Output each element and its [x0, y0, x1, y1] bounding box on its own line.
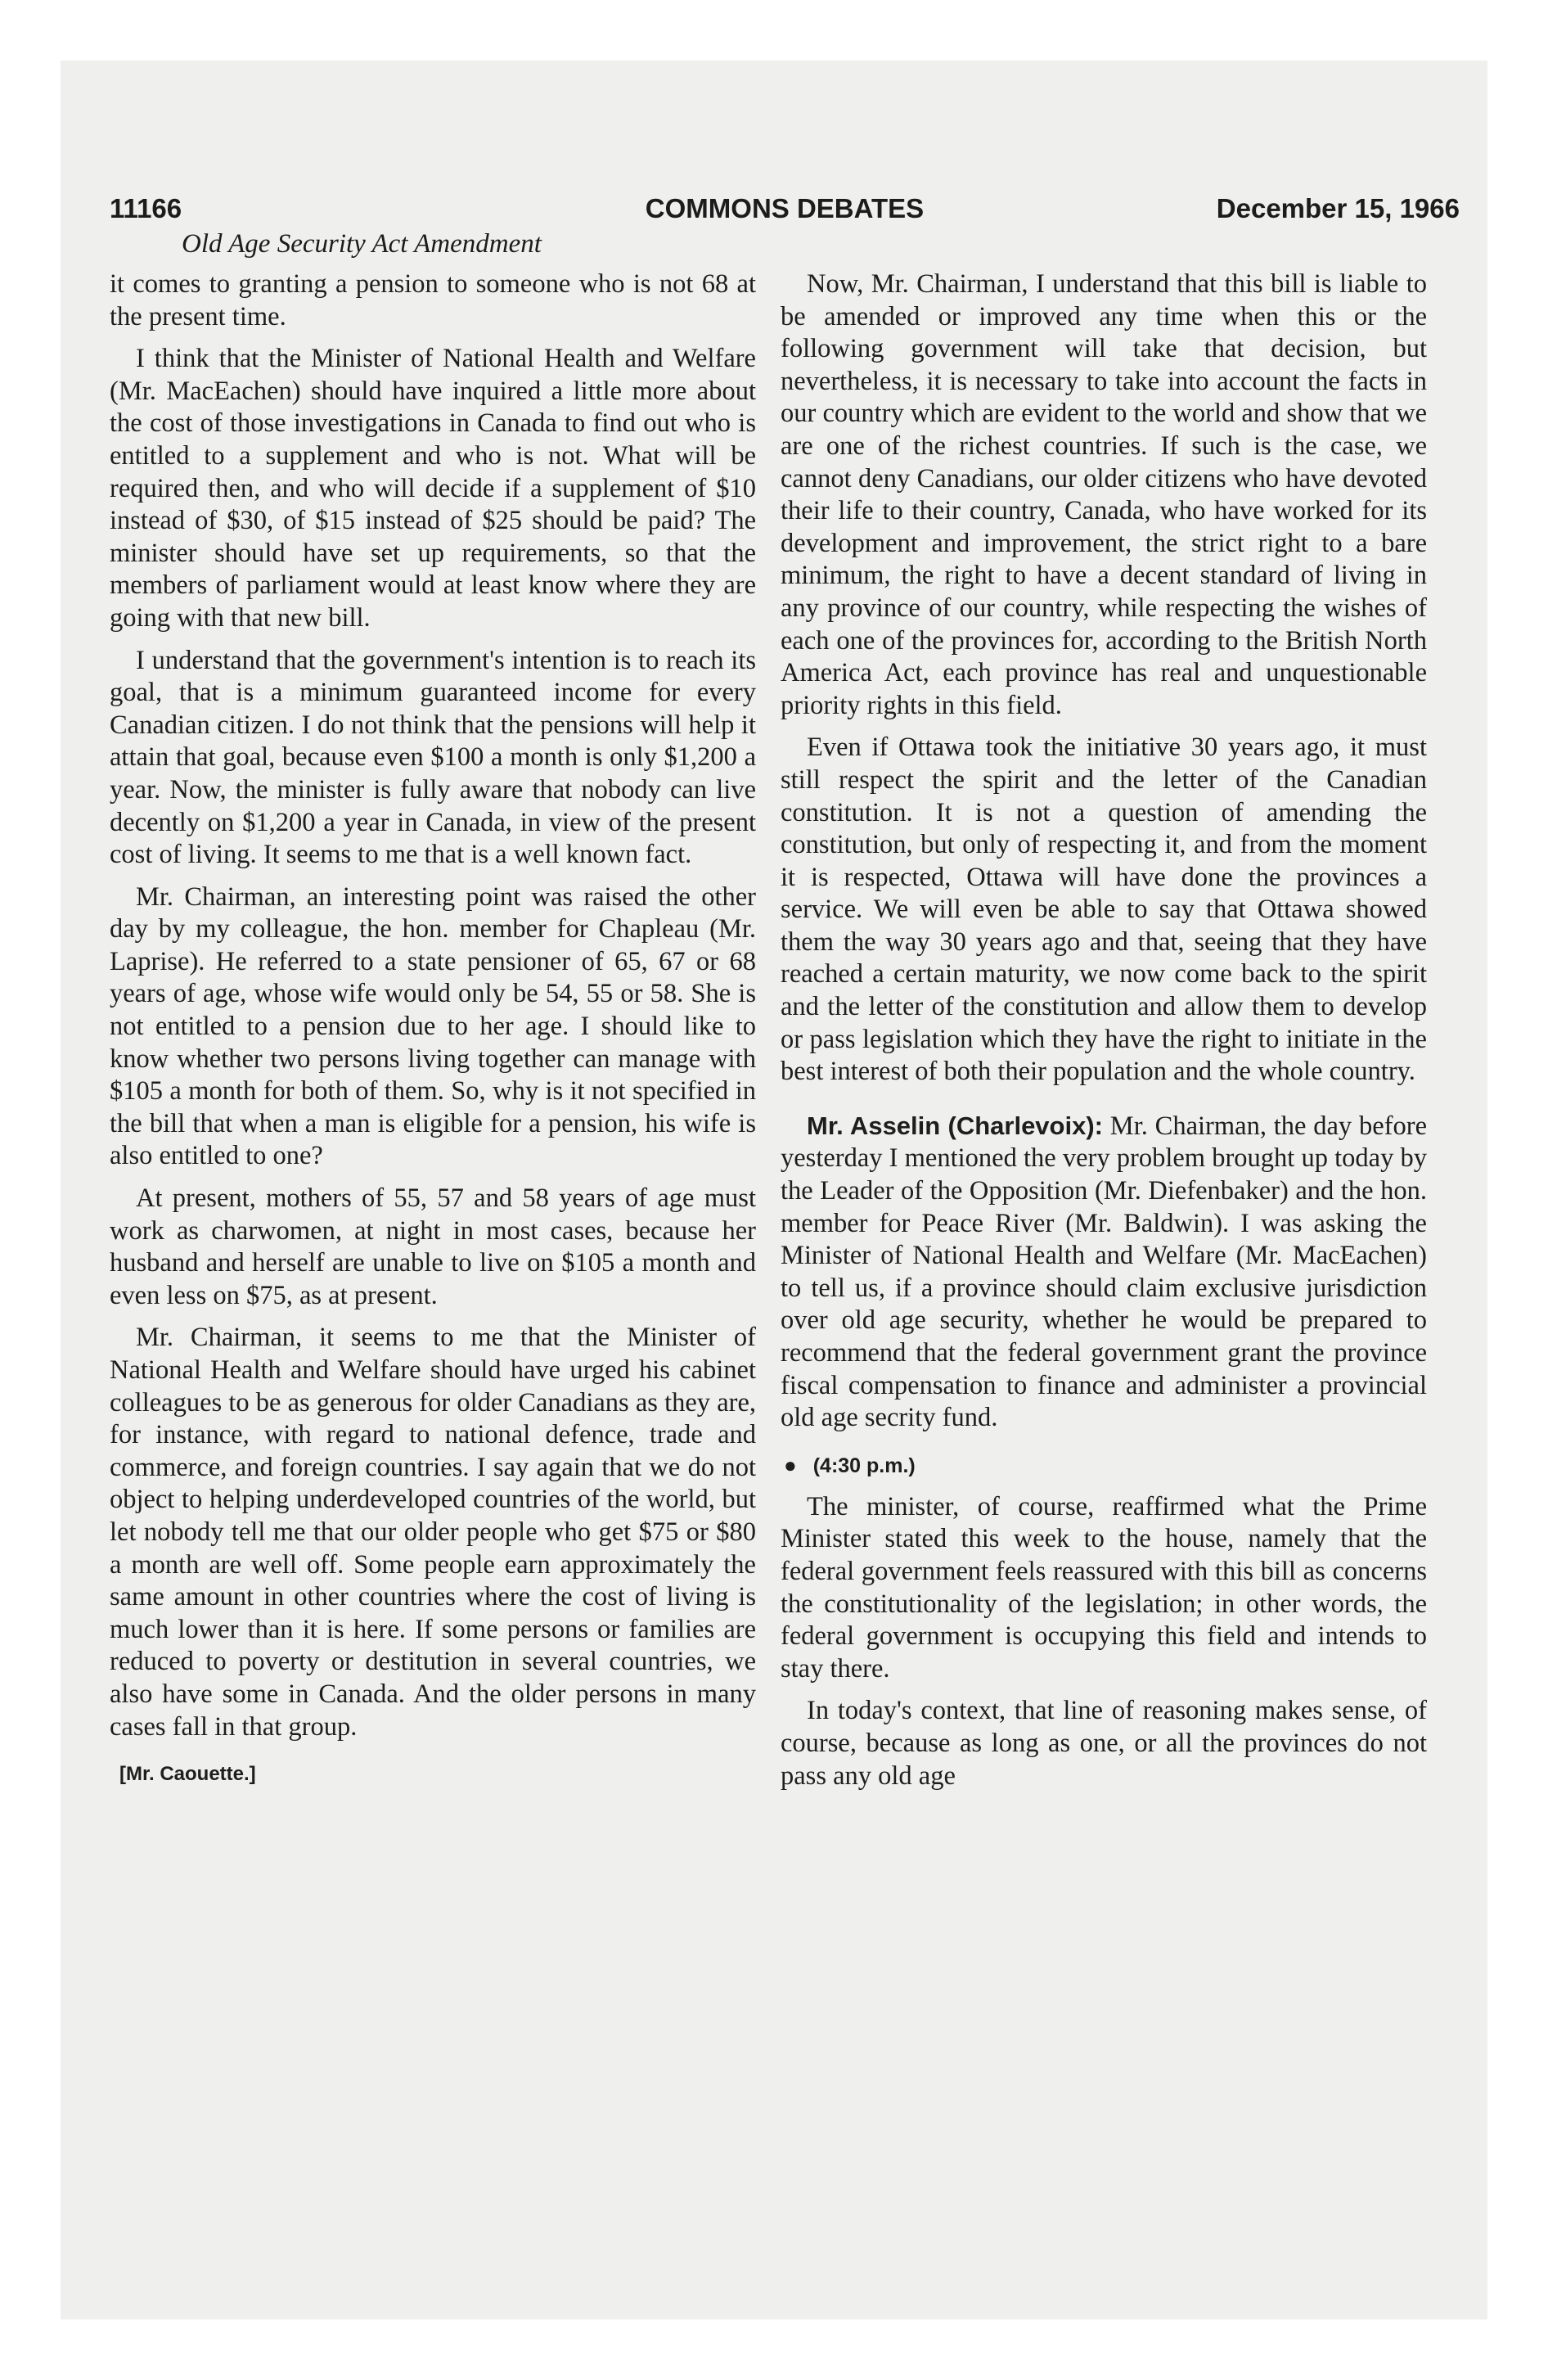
paragraph: I understand that the government's intention is to reach its goal, that is a minimum guaranteed income for every Canadian citizen. I do not think that the pensions will help it attain that goal, because even $100 a month is only $1,200 a year. Now, the minister is fully aware that nobody can live decently on $1,200 a year in Canada, in view of the present cost of living. It seems to me that is a well known fact.: [110, 645, 756, 870]
publication-title: COMMONS DEBATES: [645, 193, 925, 223]
running-header: [110, 193, 1460, 232]
paragraph: Now, Mr. Chairman, I understand that this bill is liable to be amended or improved any time when this or the following government will take that decision, but nevertheless, it is necessary to take into account the facts in our country which are evident to the world and show that we are one of the richest countries. If such is the case, we cannot deny Canadians, our older citizens who have devoted their life to their country, Canada, who have worked for its development and improvement, the strict right to a bare minimum, the right to have a decent standard of living in any province of our country, while respecting the wishes of each one of the provinces for, according to the British North America Act, each province has real and unquestionable priority rights in this field.: [781, 269, 1427, 720]
paragraph: The minister, of course, reaffirmed what the Prime Minister stated this week to the house, namely that the federal government feels reassured with this bill as concerns the constitutionality of the legislation; in other words, the federal government is occupying this field and intends to stay there.: [781, 1491, 1427, 1684]
speaker-tag: [Mr. Caouette.]: [119, 1763, 256, 1786]
speaker-name: Mr. Asselin (Charlevoix):: [807, 1111, 1103, 1140]
section-title: Old Age Security Act Amendment: [182, 229, 542, 259]
paragraph: I think that the Minister of National Health and Welfare (Mr. MacEachen) should have inquired a little more about the cost of those investigations in Canada to find out who is entitled to a supplement and who is not. What will be required then, and who will decide if a supplement of $10 instead of $30, of $15 instead of $25 should be paid? The minister should have set up requirements, so that the members of parliament would at least know where they are going with that new bill.: [110, 344, 756, 633]
paragraph: In today's context, that line of reasoning makes sense, of course, because as long as one, or all the provinces do not pass any old age: [781, 1696, 1427, 1791]
paragraph: At present, mothers of 55, 57 and 58 years of age must work as charwomen, at night in most cases, because her husband and herself are unable to live on $105 a month and even less on $75, as at present.: [110, 1183, 756, 1310]
page-number: 11166: [110, 193, 182, 223]
paragraph: Even if Ottawa took the initiative 30 years ago, it must still respect the spirit and the letter of the Canadian constitution. It is not a question of amending the constitution, but only of respecting it, and from the moment it is respected, Ottawa will have done the provinces a service. We will even be able to say that Ottawa showed them the way 30 years ago and that, seeing that they have reached a certain maturity, we now come back to the spirit and the letter of the constitution and allow them to develop or pass legislation which they have the right to initiate in the best interest of both their population and the whole country.: [781, 732, 1427, 1087]
right-column: [781, 268, 1427, 1802]
paragraph: Mr. Chairman, an interesting point was raised the other day by my colleague, the hon. member for Chapleau (Mr. Laprise). He referred to a state pensioner of 65, 67 or 68 years of age, whose wife would only be 54, 55 or 58. She is not entitled to a pension due to her age. I should like to know whether two persons living together can manage with $105 a month for both of them. So, why is it not specified in the bill that when a man is eligible for a pension, his wife is also entitled to one?: [110, 881, 756, 1171]
bullet-icon: ●: [784, 1452, 797, 1477]
time-marker-text: (4:30 p.m.): [812, 1454, 916, 1477]
left-column: [110, 268, 756, 1791]
speech-text: Mr. Chairman, the day before yesterday I mentioned the very problem brought up today by the Leader of the Opposition (Mr. Diefenbaker) and the hon. member for Peace River (Mr. Baldwin). I was asking the Minister of National Health and Welfare (Mr. MacEachen) to tell us, if a province should claim exclusive jurisdiction over old age security, whether he would be prepared to recommend that the federal government grant the province fiscal compensation to finance and administer a provincial old age secrity fund.: [781, 1111, 1427, 1433]
time-marker: [784, 1451, 1427, 1480]
header-date: December 15, 1966: [1216, 193, 1460, 223]
paragraph: Mr. Chairman, it seems to me that the Minister of National Health and Welfare should have urged his cabinet colleagues to be as generous for older Canadians as they are, for instance, with regard to national defence, trade and commerce, and foreign countries. I say again that we do not object to helping underdeveloped countries of the world, but let nobody tell me that our older people who get $75 or $80 a month are well off. Some people earn approximately the same amount in other countries where the cost of living is much lower than it is here. If some persons or families are reduced to poverty or destitution in several countries, we also have some in Canada. And the older persons in many cases fall in that group.: [110, 1323, 756, 1742]
paragraph: it comes to granting a pension to someone who is not 68 at the present time.: [110, 269, 756, 331]
speech-paragraph: [781, 1110, 1427, 1435]
